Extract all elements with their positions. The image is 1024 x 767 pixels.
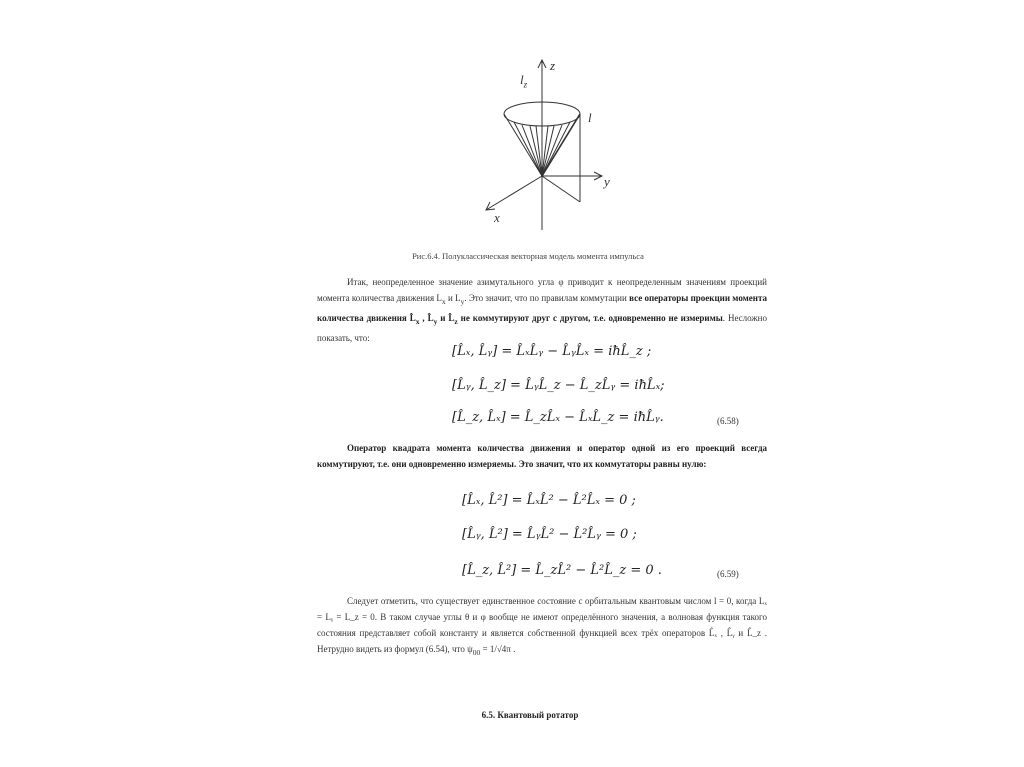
paragraph-zero-state: Следует отметить, что существует единственное состояние с орбитальным квантовым числом l = 0, когда Lₓ = Lᵧ = L_z = 0. В таком случае углы θ и φ вообще не имеют определённого значения, а волновая функция такого состояния представляет собой константу и является собственной функцией всех трёх операторов L̂ₓ , L̂ᵧ и L̂_z . Нетрудно видеть из формул (6.54), что $\psi_{00} = 1/√4\pi$ . — [317, 596, 767, 657]
axis-z-label: z — [550, 58, 556, 73]
x-axis-line — [486, 176, 542, 210]
figure-caption: Рис.6.4. Полуклассическая векторная модель момента импульса — [412, 251, 644, 261]
l-vector-label: l — [588, 110, 592, 125]
equation-number-6-59: (6.59) — [717, 569, 739, 579]
equation-6-58-line-1: [L̂ₓ, L̂ᵧ] = L̂ₓL̂ᵧ − L̂ᵧL̂ₓ = iħL̂_z ; — [452, 344, 652, 359]
equation-6-58-line-3: [L̂_z, L̂ₓ] = L̂_zL̂ₓ − L̂ₓL̂_z = iħL̂ᵧ. — [452, 410, 664, 425]
equation-6-58-line-2: [L̂ᵧ, L̂_z] = L̂ᵧL̂_z − L̂_zL̂ᵧ = iħL̂ₓ; — [452, 378, 665, 393]
paragraph-commutation: Итак, неопределенное значение азимутального угла φ приводит к неопределенным значениям проекций момента количества движения $L_x$ и $L_y$. Это значит, что по правилам коммутации все операторы проекции момента количества движения $L̂_x$ , $L̂_y$ и $L̂_z$ не коммутируют друг с другом, т.е. одновременно не измеримы. Несложно показать, что: — [317, 277, 767, 343]
axis-x-label: x — [494, 210, 500, 225]
projection-base — [542, 176, 580, 202]
axis-y-label: y — [604, 174, 610, 189]
paragraph-square-operator: Оператор квадрата момента количества движения и оператор одной из его проекций всегда коммутируют, т.е. они одновременно измеряемы. Это значит, что их коммутаторы равны нулю: — [317, 443, 767, 469]
equation-6-59-line-2: [L̂ᵧ, L̂²] = L̂ᵧL̂² − L̂²L̂ᵧ = 0 ; — [462, 527, 637, 542]
l-vector — [542, 114, 580, 176]
lz-label: $l_z$ — [520, 72, 528, 90]
cone-vector-model-icon — [470, 52, 630, 230]
equation-6-59-line-3: [L̂_z, L̂²] = L̂_zL̂² − L̂²L̂_z = 0 . — [462, 563, 662, 578]
equation-6-59-line-1: [L̂ₓ, L̂²] = L̂ₓL̂² − L̂²L̂ₓ = 0 ; — [462, 493, 636, 508]
equation-number-6-58: (6.58) — [717, 416, 739, 426]
vector-model-figure — [470, 52, 630, 230]
section-heading: 6.5. Квантовый ротатор — [481, 710, 579, 720]
